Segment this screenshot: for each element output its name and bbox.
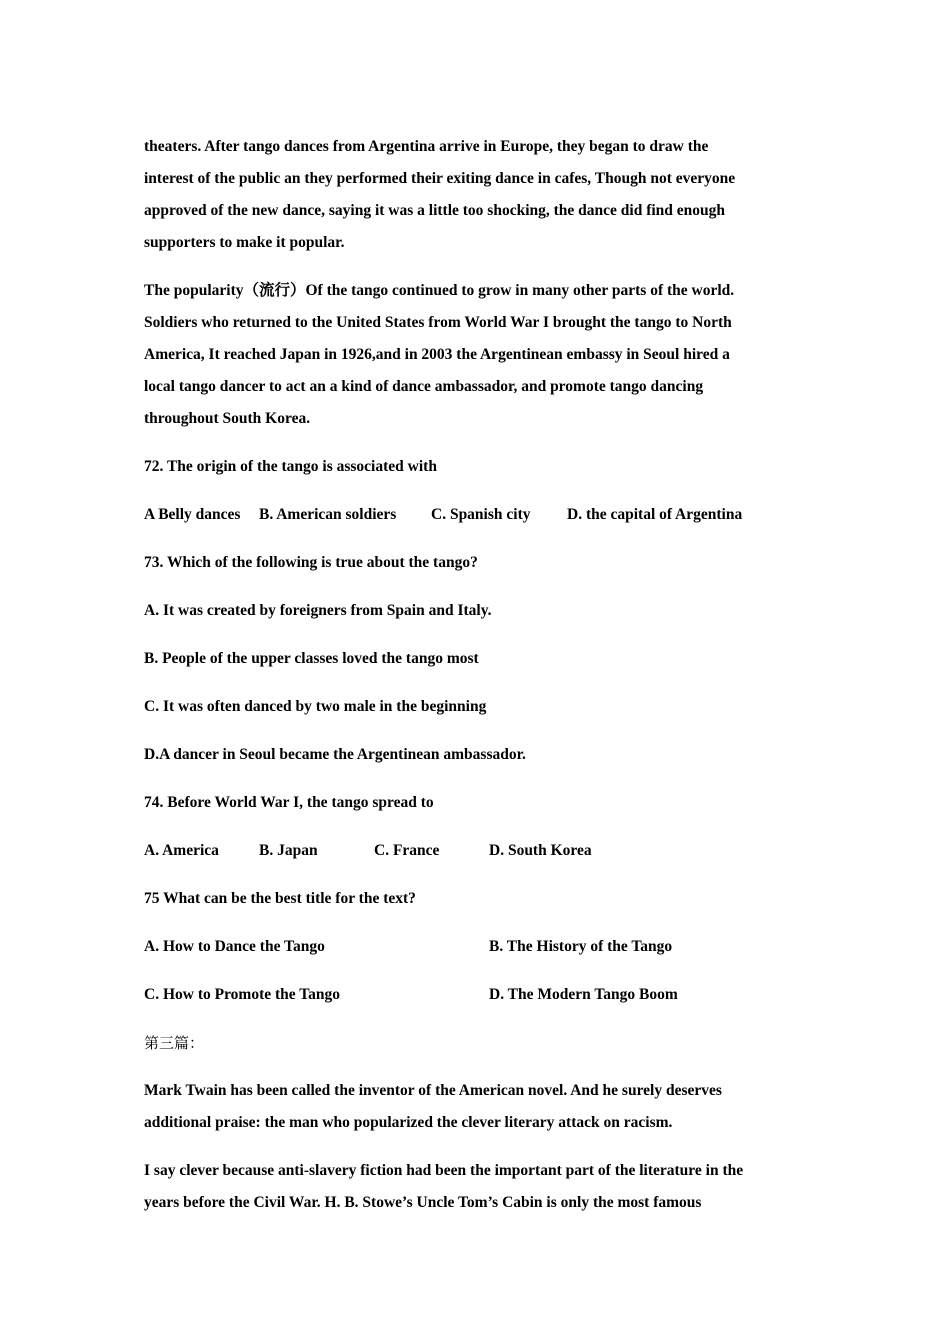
q74-option-c: C. France [374, 842, 440, 859]
q74-option-d: D. South Korea [489, 842, 592, 859]
question-75-options-row-1 [144, 931, 804, 963]
q74-option-a: A. America [144, 842, 219, 859]
q72-option-a: A Belly dances [144, 506, 241, 523]
text-line: throughout South Korea. [144, 410, 311, 427]
passage3-paragraph-2 [144, 1155, 804, 1219]
question-75-stem: 75 What can be the best title for the text? [144, 890, 416, 907]
q73-option-a: A. It was created by foreigners from Spain and Italy. [144, 602, 492, 619]
question-75-options-row-2 [144, 979, 804, 1011]
text-line: local tango dancer to act an a kind of dance ambassador, and promote tango dancing [144, 378, 704, 395]
q75-option-c: C. How to Promote the Tango [144, 986, 341, 1003]
text-line: The popularity（流行）Of the tango continued to grow in many other parts of the world. [144, 282, 735, 299]
passage2-paragraph-1 [144, 131, 804, 259]
text-line: additional praise: the man who popularized the clever literary attack on racism. [144, 1114, 673, 1131]
question-74-options [144, 835, 804, 867]
text-line: approved of the new dance, saying it was a little too shocking, the dance did find enough [144, 202, 726, 219]
question-74-stem: 74. Before World War I, the tango spread to [144, 794, 434, 811]
text-line: supporters to make it popular. [144, 234, 345, 251]
text-line: theaters. After tango dances from Argentina arrive in Europe, they began to draw the [144, 138, 709, 155]
passage3-paragraph-1 [144, 1075, 804, 1139]
q72-option-c: C. Spanish city [431, 506, 531, 523]
text-line: Soldiers who returned to the United States from World War I brought the tango to North [144, 314, 732, 331]
q74-option-b: B. Japan [259, 842, 318, 859]
passage2-paragraph-2 [144, 275, 804, 435]
text-line: I say clever because anti-slavery fiction had been the important part of the literature in the [144, 1162, 744, 1179]
text-line: America, It reached Japan in 1926,and in 2003 the Argentinean embassy in Seoul hired a [144, 346, 730, 363]
question-73-stem: 73. Which of the following is true about the tango? [144, 554, 478, 571]
text-line: interest of the public an they performed their exiting dance in cafes, Though not everyone [144, 170, 736, 187]
q72-option-d: D. the capital of Argentina [567, 506, 743, 523]
text-line: years before the Civil War. H. B. Stowe’s Uncle Tom’s Cabin is only the most famous [144, 1194, 702, 1211]
text-line: Mark Twain has been called the inventor of the American novel. And he surely deserves [144, 1082, 722, 1099]
question-72-stem: 72. The origin of the tango is associated with [144, 458, 437, 475]
document-page [144, 131, 804, 1235]
question-72-options [144, 499, 804, 531]
passage3-label: 第三篇： [144, 1034, 205, 1052]
q73-option-d: D.A dancer in Seoul became the Argentinean ambassador. [144, 746, 526, 763]
q75-option-a: A. How to Dance the Tango [144, 938, 325, 955]
q75-option-b: B. The History of the Tango [489, 938, 673, 955]
q73-option-c: C. It was often danced by two male in the beginning [144, 698, 487, 715]
q72-option-b: B. American soldiers [259, 506, 397, 523]
q73-option-b: B. People of the upper classes loved the tango most [144, 650, 479, 667]
q75-option-d: D. The Modern Tango Boom [489, 986, 678, 1003]
